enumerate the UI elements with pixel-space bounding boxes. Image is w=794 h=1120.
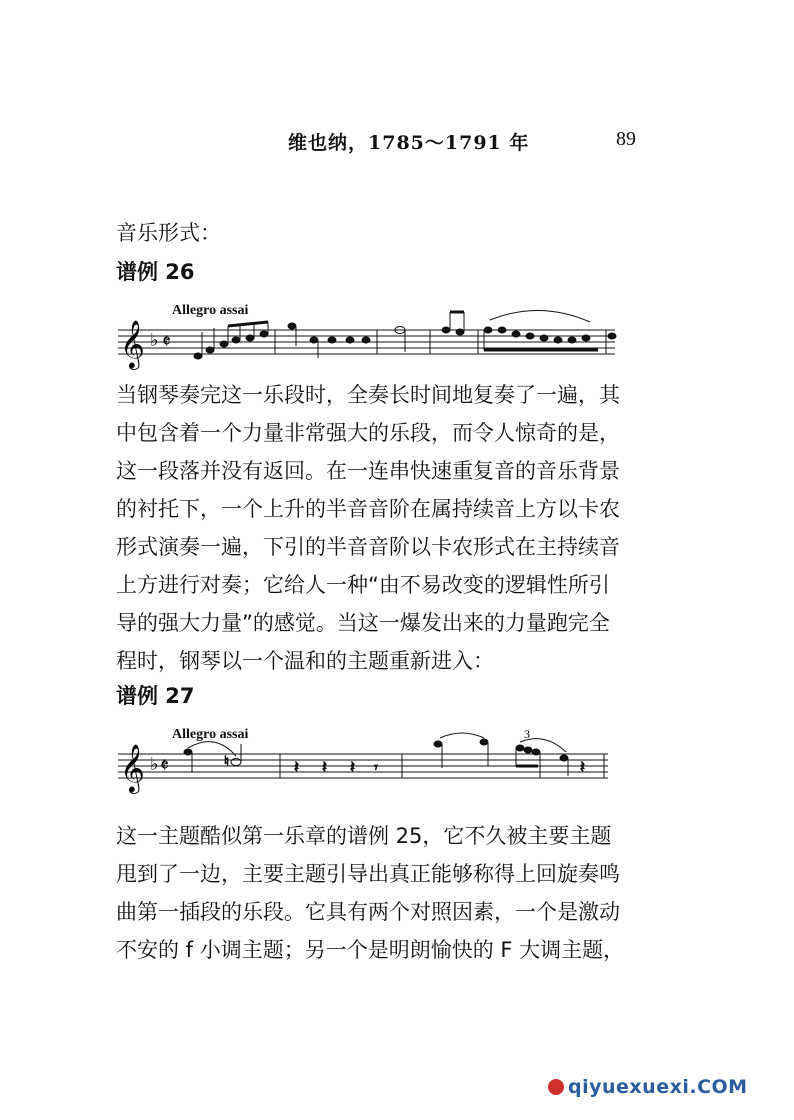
paragraph-line: 这一主题酷似第一乐章的谱例 25，它不久被主要主题 <box>116 824 612 848</box>
svg-text:𝄞: 𝄞 <box>120 322 145 368</box>
watermark <box>548 1076 748 1098</box>
paragraph-line: 当钢琴奏完这一乐段时，全奏长时间地复奏了一遍，其 <box>116 383 620 407</box>
paragraph-1 <box>116 380 676 676</box>
svg-text:𝄞: 𝄞 <box>120 746 145 792</box>
svg-text:𝄽: 𝄽 <box>294 759 299 776</box>
paragraph-line: 甩到了一边，主要主题引导出真正能够称得上回旋奏鸣 <box>116 862 620 886</box>
svg-text:𝄵: 𝄵 <box>160 755 169 777</box>
running-title: 维也纳，1785～1791 年 <box>288 132 530 154</box>
paragraph-line: 这一段落并没有返回。在一连串快速重复音的音乐背景 <box>116 459 620 483</box>
svg-text:♭: ♭ <box>150 330 159 350</box>
svg-text:𝄽: 𝄽 <box>322 759 327 776</box>
example-27-tempo: Allegro assai <box>172 727 249 742</box>
svg-text:♭: ♭ <box>150 754 159 774</box>
paragraph-line: 中包含着一个力量非常强大的乐段，而令人惊奇的是， <box>116 421 620 445</box>
svg-text:𝄵: 𝄵 <box>162 331 171 353</box>
paragraph-line: 不安的 f 小调主题；另一个是明朗愉快的 F 大调主题， <box>116 938 625 962</box>
example-27-label: 谱例 27 <box>116 684 195 708</box>
svg-text:𝄾: 𝄾 <box>374 761 378 776</box>
watermark-text: qiyuexuexi.COM <box>568 1076 748 1098</box>
music-staff-example-27 <box>110 722 630 802</box>
paragraph-line: 程时，钢琴以一个温和的主题重新进入： <box>116 649 494 673</box>
page-header <box>0 128 794 158</box>
paragraph-line: 形式演奏一遍，下引的半音音阶以卡农形式在主持续音 <box>116 535 620 559</box>
paragraph-line: 导的强大力量”的感觉。当这一爆发出来的力量跑完全 <box>116 611 610 635</box>
music-staff-example-26 <box>110 300 630 380</box>
page-number: 89 <box>616 128 636 150</box>
svg-text:♮: ♮ <box>224 755 230 770</box>
example-26-label: 谱例 26 <box>116 260 195 284</box>
svg-text:𝄽: 𝄽 <box>350 759 355 776</box>
triplet-mark: 3 <box>524 727 530 741</box>
svg-text:𝄽: 𝄽 <box>580 759 585 776</box>
watermark-logo-icon <box>548 1079 564 1095</box>
paragraph-line: 的衬托下，一个上升的半音音阶在属持续音上方以卡农 <box>116 497 620 521</box>
section-label: 音乐形式： <box>116 221 221 245</box>
paragraph-2 <box>116 821 676 965</box>
paragraph-line: 曲第一插段的乐段。它具有两个对照因素，一个是激动 <box>116 900 620 924</box>
paragraph-line: 上方进行对奏；它给人一种“由不易改变的逻辑性所引 <box>116 573 610 597</box>
example-26-tempo: Allegro assai <box>172 303 249 318</box>
